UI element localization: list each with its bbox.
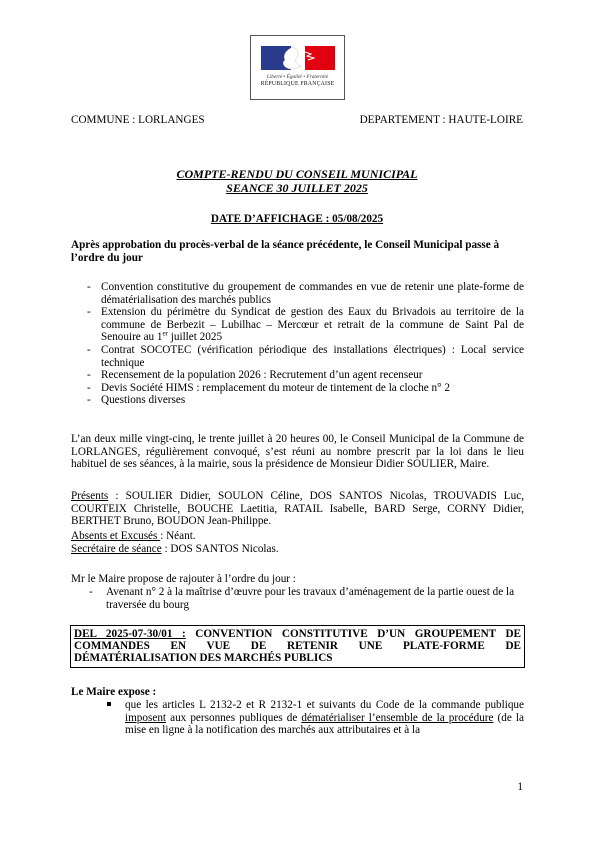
agenda-item: - Convention constitutive du groupement de commandes en vue de retenir une plate-forme de dématérialisation des marchés publics	[71, 281, 524, 306]
presents-paragraph	[71, 490, 524, 528]
absents-line	[71, 530, 524, 543]
presents-label: Présents	[71, 490, 109, 502]
ajout-list	[71, 586, 524, 611]
departement-label: DEPARTEMENT : HAUTE-LOIRE	[359, 114, 523, 126]
secretaire-value: : DOS SANTOS Nicolas.	[161, 543, 279, 555]
expose-text: que les articles L 2132-2 et R 2132-1 et suivants du Code de la commande publique	[125, 699, 524, 711]
square-bullet-icon	[107, 702, 111, 706]
commune-label: COMMUNE : LORLANGES	[71, 114, 205, 126]
agenda-list	[71, 281, 524, 407]
expose-text: aux personnes publiques de	[166, 711, 302, 724]
ajout-item: - Avenant n° 2 à la maîtrise d’œuvre pour les travaux d’aménagement de la partie ouest de la traversée du bourg	[71, 586, 524, 611]
logo-motto: Liberté • Égalité • Fraternité	[266, 74, 329, 80]
expose-heading: Le Maire expose :	[71, 686, 157, 698]
agenda-item	[71, 306, 524, 344]
intro-paragraph: Après approbation du procès-verbal de la séance précédente, le Conseil Municipal passe à l’ordre du jour	[71, 239, 500, 264]
document-title: COMPTE-RENDU DU CONSEIL MUNICIPAL	[176, 167, 418, 181]
marianne-logo	[250, 35, 345, 100]
expose-text: (de la mise en ligne à la notification des marchés aux attributaires et à la	[125, 711, 524, 737]
secretaire-line	[71, 543, 524, 556]
seance-date-title: SEANCE 30 JUILLET 2025	[226, 181, 368, 195]
absents-value: : Néant.	[160, 530, 196, 542]
absents-label: Absents et Excusés	[71, 530, 161, 542]
secretaire-label: Secrétaire de séance	[71, 543, 162, 555]
expose-underlined: dématérialiser l’ensemble de la procédure	[301, 711, 494, 724]
deliberation-title: CONVENTION CONSTITUTIVE D’UN GROUPEMENT DE COMMANDES EN VUE DE RETENIR UNE PLATE-FORME DE DÉMATÉRIALISATION DES MARCHÉS PUBLICS	[74, 628, 522, 664]
expose-paragraph	[125, 699, 524, 737]
ajout-intro: Mr le Maire propose de rajouter à l’ordre du jour :	[71, 573, 296, 585]
deliberation-ref: DEL 2025-07-30/01 :	[74, 628, 186, 640]
date-affichage: DATE D’AFFICHAGE : 05/08/2025	[210, 213, 384, 225]
deliberation-box	[70, 625, 525, 668]
page-number: 1	[517, 781, 523, 793]
agenda-item: - Contrat SOCOTEC (vérification périodique des installations électriques) : Local service technique	[71, 344, 524, 369]
agenda-item: - Recensement de la population 2026 : Recrutement d’un agent recenseur	[71, 369, 524, 382]
expose-underlined: imposent	[125, 711, 167, 724]
agenda-item: - Questions diverses	[71, 394, 524, 407]
logo-republique-francaise: RÉPUBLIQUE FRANÇAISE	[260, 81, 335, 87]
agenda-item: - Devis Société HIMS : remplacement du moteur de tintement de la cloche n° 2	[71, 382, 524, 395]
seance-paragraph: L’an deux mille vingt-cinq, le trente juillet à 20 heures 00, le Conseil Municipal de la Commune de LORLANGES, régulièrement convoqué, s’est réuni au nombre prescrit par la loi dans le lieu habituel de ses séances, à la mairie, sous la présidence de Monsieur Didier SOULIER, Maire.	[71, 433, 524, 471]
marianne-emblem-icon	[261, 44, 335, 72]
presents-list: : SOULIER Didier, SOULON Céline, DOS SANTOS Nicolas, TROUVADIS Luc, COURTEIX Christelle, BOUCHE Laetitia, RATAIL Isabelle, BARD Serge, CORNY Didier, BERTHET Bruno, BOUDON Jean-Philippe.	[71, 490, 524, 528]
agenda-item-text: Extension du périmètre du Syndicat de gestion des Eaux du Brivadois au territoire de la commune de Berbezit – Lubilhac – Mercœur et retrait de la commune de Saint Pal de Senouire au 1er juillet 2025	[101, 306, 524, 344]
